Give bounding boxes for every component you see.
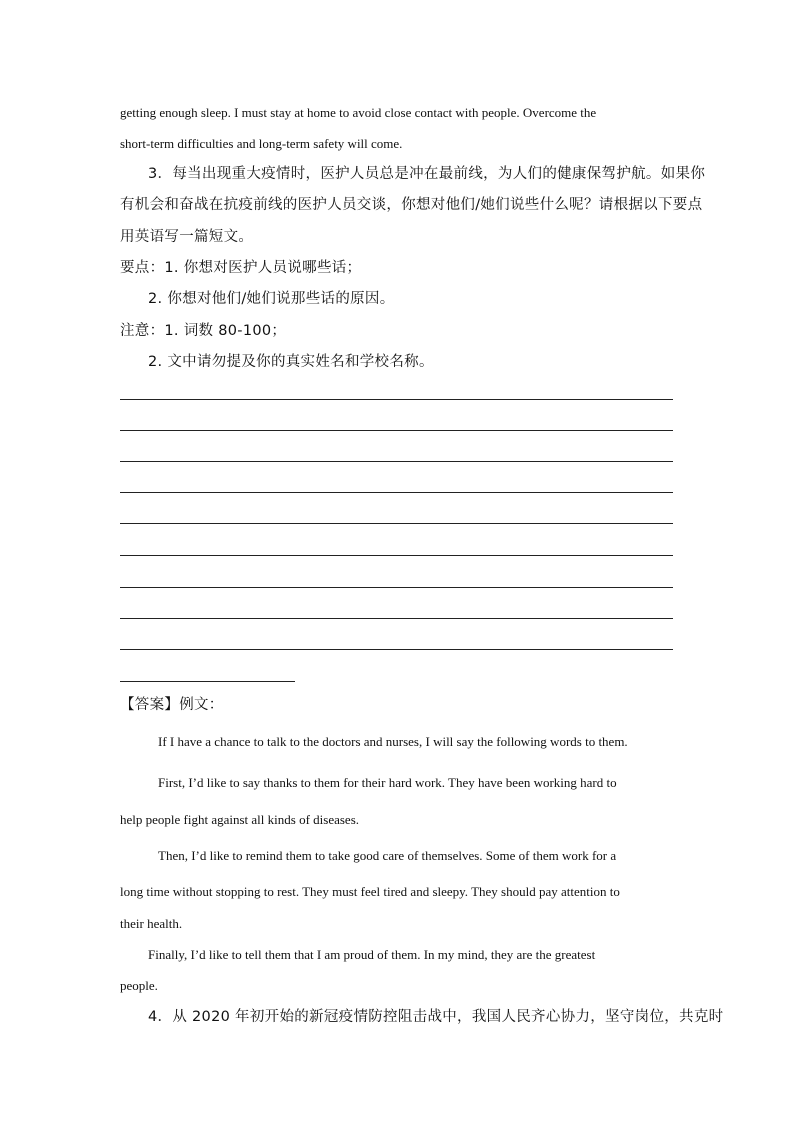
answer-line-short	[120, 681, 295, 682]
paragraph-line: short-term difficulties and long-term safety will come.	[120, 136, 403, 151]
answer-line: First, I’d like to say thanks to them for their hard work. They have been working hard to	[158, 775, 617, 790]
answer-line: help people fight against all kinds of diseases.	[120, 812, 360, 827]
answer-line	[120, 587, 673, 588]
answer-line: people.	[120, 978, 158, 993]
answer-line	[120, 461, 673, 462]
question-3-line: 3．每当出现重大疫情时，医护人员总是冲在最前线，为人们的健康保驾护航。如果你	[148, 166, 706, 182]
question-4-line: 4．从 2020 年初开始的新冠疫情防控阻击战中，我国人民齐心协力，坚守岗位，共克时	[148, 1009, 724, 1025]
points-label: 要点：1. 你想对医护人员说哪些话；	[120, 260, 362, 276]
answer-line: Finally, I’d like to tell them that I am proud of them. In my mind, they are the greatest	[148, 947, 596, 962]
point-item: 2. 你想对他们/她们说那些话的原因。	[148, 291, 395, 307]
notes-label: 注意：1. 词数 80-100；	[120, 323, 287, 339]
answer-line	[120, 492, 673, 493]
answer-line: Then, I’d like to remind them to take good care of themselves. Some of them work for a	[158, 848, 617, 863]
answer-line: their health.	[120, 916, 183, 931]
note-item: 2. 文中请勿提及你的真实姓名和学校名称。	[148, 354, 434, 370]
answer-line	[120, 430, 673, 431]
question-3-line: 用英语写一篇短文。	[120, 229, 254, 245]
answer-line	[120, 618, 673, 619]
answer-line: If I have a chance to talk to the doctors and nurses, I will say the following words to them.	[158, 734, 628, 749]
answer-line	[120, 649, 673, 650]
answer-line	[120, 523, 673, 524]
question-3-line: 有机会和奋战在抗疫前线的医护人员交谈，你想对他们/她们说些什么呢？请根据以下要点	[120, 197, 703, 213]
answer-line: long time without stopping to rest. They must feel tired and sleepy. They should pay attention to	[120, 884, 620, 899]
answer-line	[120, 399, 673, 400]
answer-line	[120, 555, 673, 556]
answer-label: 【答案】例文：	[120, 697, 224, 713]
paragraph-line: getting enough sleep. I must stay at home to avoid close contact with people. Overcome the	[120, 105, 597, 120]
